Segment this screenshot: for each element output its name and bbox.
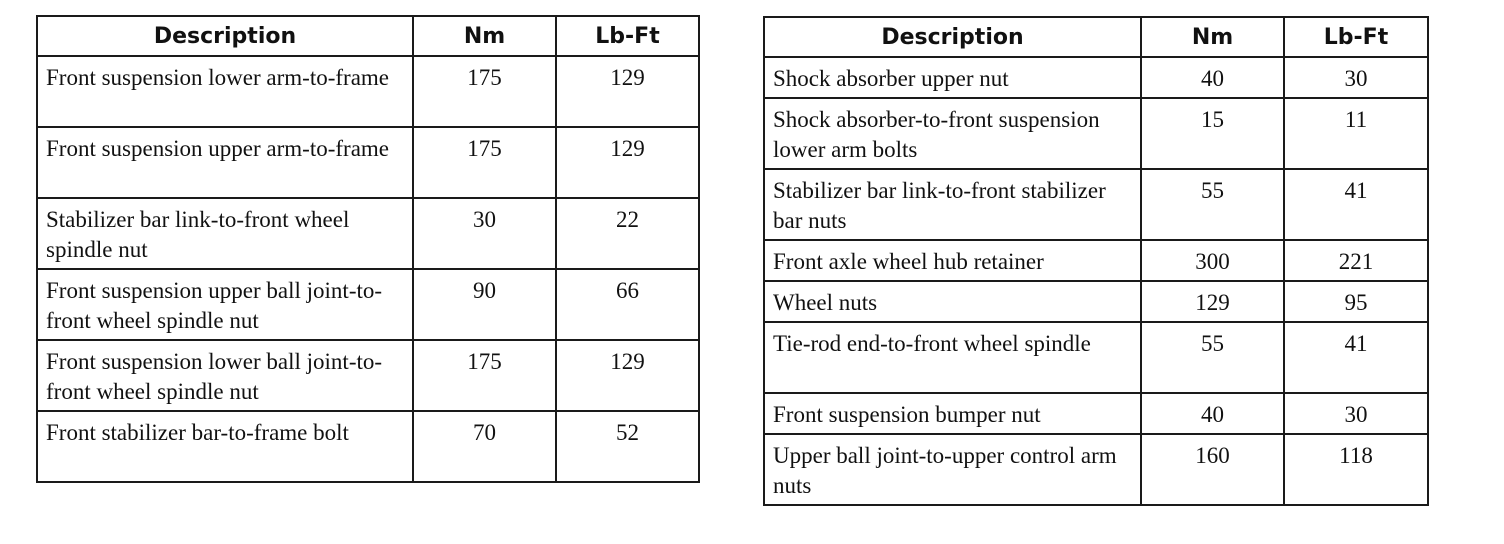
nm-cell: 55: [1141, 169, 1284, 240]
table-row: [764, 57, 1428, 98]
nm-cell: 40: [1141, 393, 1284, 434]
torque-table-right: [763, 16, 1429, 506]
nm-cell: 175: [413, 340, 556, 411]
lbft-cell: 221: [1284, 240, 1428, 281]
torque-table-left: [36, 15, 700, 483]
description-cell: Shock absorber-to-front suspension lower arm bolts: [764, 98, 1141, 169]
table-row: [37, 198, 699, 269]
description-cell: Front suspension lower ball joint-to-front wheel spindle nut: [37, 340, 413, 411]
table-row: [37, 56, 699, 127]
lbft-cell: 95: [1284, 281, 1428, 322]
column-header-description: Description: [37, 16, 413, 56]
lbft-cell: 11: [1284, 98, 1428, 169]
description-cell: Tie-rod end-to-front wheel spindle: [764, 322, 1141, 393]
description-cell: Upper ball joint-to-upper control arm nuts: [764, 434, 1141, 505]
column-header-nm: Nm: [413, 16, 556, 56]
lbft-cell: 30: [1284, 393, 1428, 434]
description-cell: Front suspension bumper nut: [764, 393, 1141, 434]
table-header-row: [37, 16, 699, 56]
lbft-cell: 129: [556, 56, 699, 127]
column-header-nm: Nm: [1141, 17, 1284, 57]
nm-cell: 30: [413, 198, 556, 269]
column-header-lbft: Lb-Ft: [1284, 17, 1428, 57]
table-row: [37, 269, 699, 340]
nm-cell: 70: [413, 411, 556, 482]
description-cell: Front suspension upper ball joint-to-front wheel spindle nut: [37, 269, 413, 340]
nm-cell: 300: [1141, 240, 1284, 281]
table-row: [764, 393, 1428, 434]
table-row: [37, 127, 699, 198]
lbft-cell: 30: [1284, 57, 1428, 98]
lbft-cell: 129: [556, 127, 699, 198]
nm-cell: 160: [1141, 434, 1284, 505]
nm-cell: 55: [1141, 322, 1284, 393]
description-cell: Wheel nuts: [764, 281, 1141, 322]
description-cell: Front suspension upper arm-to-frame: [37, 127, 413, 198]
description-cell: Stabilizer bar link-to-front wheel spindle nut: [37, 198, 413, 269]
lbft-cell: 41: [1284, 322, 1428, 393]
lbft-cell: 52: [556, 411, 699, 482]
table-row: [764, 240, 1428, 281]
lbft-cell: 118: [1284, 434, 1428, 505]
table-row: [764, 281, 1428, 322]
lbft-cell: 66: [556, 269, 699, 340]
column-header-lbft: Lb-Ft: [556, 16, 699, 56]
nm-cell: 175: [413, 127, 556, 198]
description-cell: Front stabilizer bar-to-frame bolt: [37, 411, 413, 482]
description-cell: Front axle wheel hub retainer: [764, 240, 1141, 281]
table-header-row: [764, 17, 1428, 57]
lbft-cell: 41: [1284, 169, 1428, 240]
table-row: [37, 340, 699, 411]
table-row: [764, 98, 1428, 169]
table-row: [764, 322, 1428, 393]
nm-cell: 90: [413, 269, 556, 340]
description-cell: Stabilizer bar link-to-front stabilizer bar nuts: [764, 169, 1141, 240]
description-cell: Shock absorber upper nut: [764, 57, 1141, 98]
table-row: [764, 169, 1428, 240]
nm-cell: 15: [1141, 98, 1284, 169]
nm-cell: 175: [413, 56, 556, 127]
nm-cell: 129: [1141, 281, 1284, 322]
lbft-cell: 129: [556, 340, 699, 411]
table-row: [764, 434, 1428, 505]
column-header-description: Description: [764, 17, 1141, 57]
nm-cell: 40: [1141, 57, 1284, 98]
lbft-cell: 22: [556, 198, 699, 269]
table-row: [37, 411, 699, 482]
description-cell: Front suspension lower arm-to-frame: [37, 56, 413, 127]
